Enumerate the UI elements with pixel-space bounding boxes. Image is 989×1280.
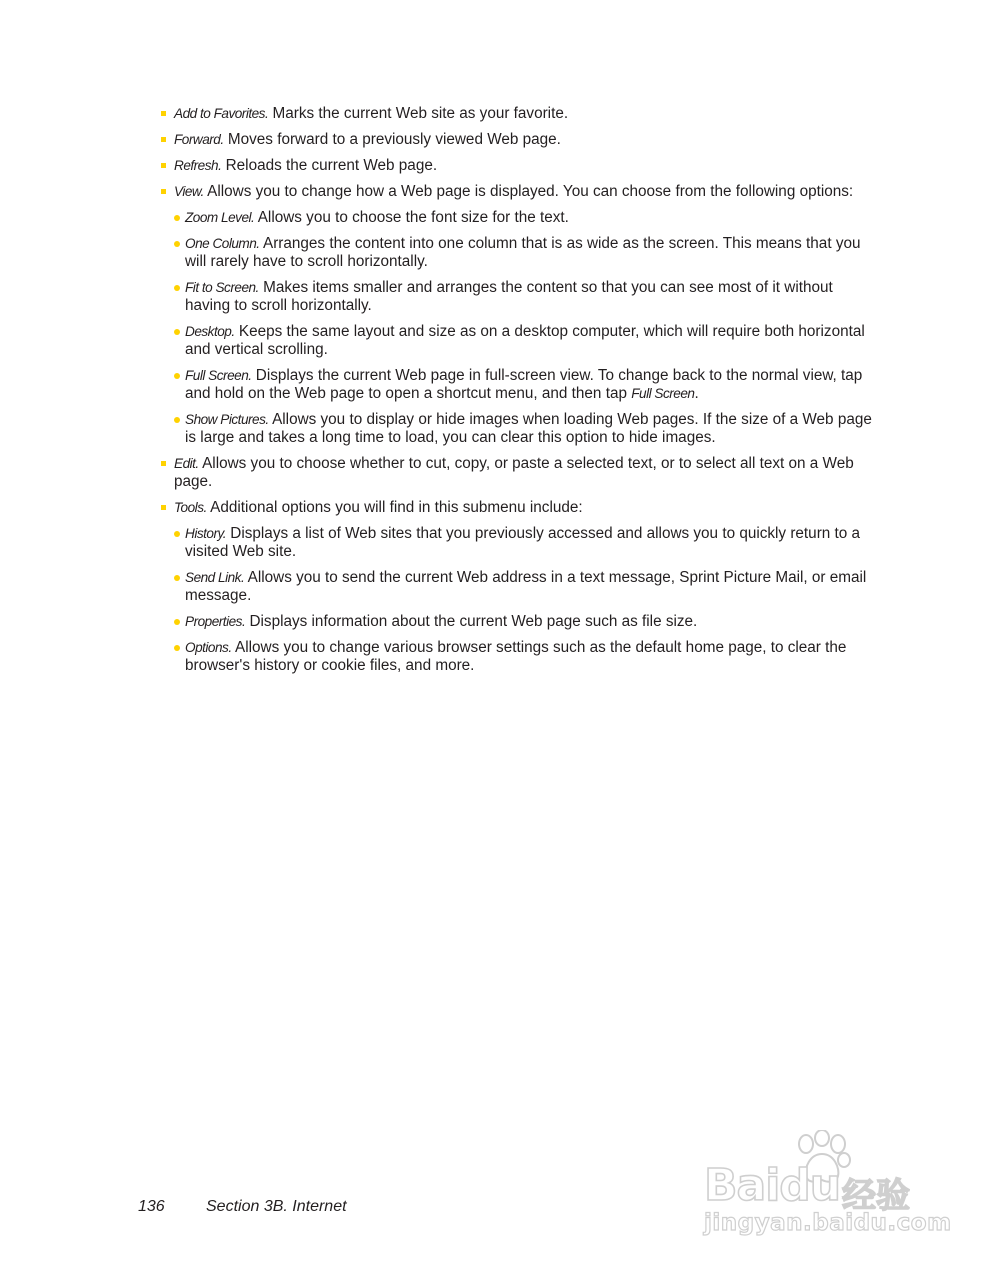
item-term: Zoom Level. bbox=[185, 210, 255, 225]
item-description: Additional options you will find in this submenu include: bbox=[206, 499, 583, 516]
item-description: Marks the current Web site as your favorite. bbox=[268, 105, 569, 122]
list-item-send-link bbox=[160, 569, 872, 605]
dot-bullet-icon bbox=[174, 645, 180, 651]
dot-bullet-icon bbox=[174, 241, 180, 247]
dot-bullet-icon bbox=[174, 373, 180, 379]
item-description: Allows you to choose whether to cut, copy, or paste a selected text, or to select all text on a Web page. bbox=[174, 455, 854, 490]
item-description: Allows you to change how a Web page is displayed. You can choose from the following options: bbox=[203, 183, 854, 200]
list-item-history bbox=[160, 525, 872, 561]
item-description: Displays the current Web page in full-screen view. To change back to the normal view, tap and hold on the Web page to open a shortcut menu, and then tap bbox=[185, 367, 863, 402]
list-item-options bbox=[160, 639, 872, 675]
baidu-watermark bbox=[700, 1130, 952, 1245]
list-item-edit bbox=[160, 455, 872, 491]
list-item-desktop bbox=[160, 323, 872, 359]
item-term: Desktop. bbox=[185, 324, 235, 339]
item-term: Forward. bbox=[174, 132, 224, 147]
item-description: Allows you to send the current Web address in a text message, Sprint Picture Mail, or email message. bbox=[185, 569, 867, 604]
item-description: Moves forward to a previously viewed Web page. bbox=[223, 131, 561, 148]
square-bullet-icon bbox=[161, 137, 166, 142]
section-title: Section 3B. Internet bbox=[206, 1198, 347, 1215]
item-description: Allows you to choose the font size for the text. bbox=[254, 209, 569, 226]
item-description: Displays information about the current Web page such as file size. bbox=[245, 613, 698, 630]
page-number: 136 bbox=[138, 1198, 165, 1215]
option-list bbox=[160, 105, 872, 683]
list-item-zoom-level bbox=[160, 209, 872, 227]
item-term: Send Link. bbox=[185, 570, 245, 585]
item-term: Refresh. bbox=[174, 158, 222, 173]
item-description: Allows you to change various browser settings such as the default home page, to clear the browser's history or cookie files, and more. bbox=[185, 639, 847, 674]
dot-bullet-icon bbox=[174, 531, 180, 537]
watermark-logo-text: Baidu bbox=[704, 1160, 841, 1211]
item-term: Tools. bbox=[174, 500, 207, 515]
item-term-inline: Full Screen bbox=[631, 386, 695, 401]
dot-bullet-icon bbox=[174, 215, 180, 221]
watermark-url-text: jingyan.baidu.com bbox=[704, 1210, 952, 1236]
item-term: View. bbox=[174, 184, 204, 199]
page-footer bbox=[138, 1198, 347, 1216]
item-term: Add to Favorites. bbox=[174, 106, 269, 121]
list-item-show-pictures bbox=[160, 411, 872, 447]
dot-bullet-icon bbox=[174, 329, 180, 335]
list-item-view bbox=[160, 183, 872, 201]
item-description: Arranges the content into one column that is as wide as the screen. This means that you will rarely have to scroll horizontally. bbox=[185, 235, 861, 270]
list-item-one-column bbox=[160, 235, 872, 271]
item-description: Allows you to display or hide images when loading Web pages. If the size of a Web page is large and takes a long time to load, you can clear this option to hide images. bbox=[185, 411, 872, 446]
square-bullet-icon bbox=[161, 111, 166, 116]
list-item-full-screen bbox=[160, 367, 872, 403]
list-item-tools bbox=[160, 499, 872, 517]
item-term: Full Screen. bbox=[185, 368, 252, 383]
item-term: History. bbox=[185, 526, 227, 541]
square-bullet-icon bbox=[161, 461, 166, 466]
list-item-add-to-favorites bbox=[160, 105, 872, 123]
item-description: Makes items smaller and arranges the content so that you can see most of it without having to scroll horizontally. bbox=[185, 279, 833, 314]
list-item-fit-to-screen bbox=[160, 279, 872, 315]
dot-bullet-icon bbox=[174, 619, 180, 625]
item-description: Reloads the current Web page. bbox=[221, 157, 438, 174]
item-term: Edit. bbox=[174, 456, 199, 471]
item-term: One Column. bbox=[185, 236, 260, 251]
list-item-refresh bbox=[160, 157, 872, 175]
dot-bullet-icon bbox=[174, 285, 180, 291]
watermark-cn-text: 经验 bbox=[842, 1176, 910, 1216]
list-item-forward bbox=[160, 131, 872, 149]
square-bullet-icon bbox=[161, 505, 166, 510]
item-description: Keeps the same layout and size as on a desktop computer, which will require both horizontal and vertical scrolling. bbox=[185, 323, 865, 358]
dot-bullet-icon bbox=[174, 417, 180, 423]
square-bullet-icon bbox=[161, 163, 166, 168]
item-term: Fit to Screen. bbox=[185, 280, 259, 295]
square-bullet-icon bbox=[161, 189, 166, 194]
dot-bullet-icon bbox=[174, 575, 180, 581]
list-item-properties bbox=[160, 613, 872, 631]
item-term: Options. bbox=[185, 640, 232, 655]
item-term: Properties. bbox=[185, 614, 246, 629]
item-term: Show Pictures. bbox=[185, 412, 269, 427]
item-description: Displays a list of Web sites that you previously accessed and allows you to quickly return to a visited Web site. bbox=[185, 525, 861, 560]
item-description-end: . bbox=[694, 385, 699, 402]
